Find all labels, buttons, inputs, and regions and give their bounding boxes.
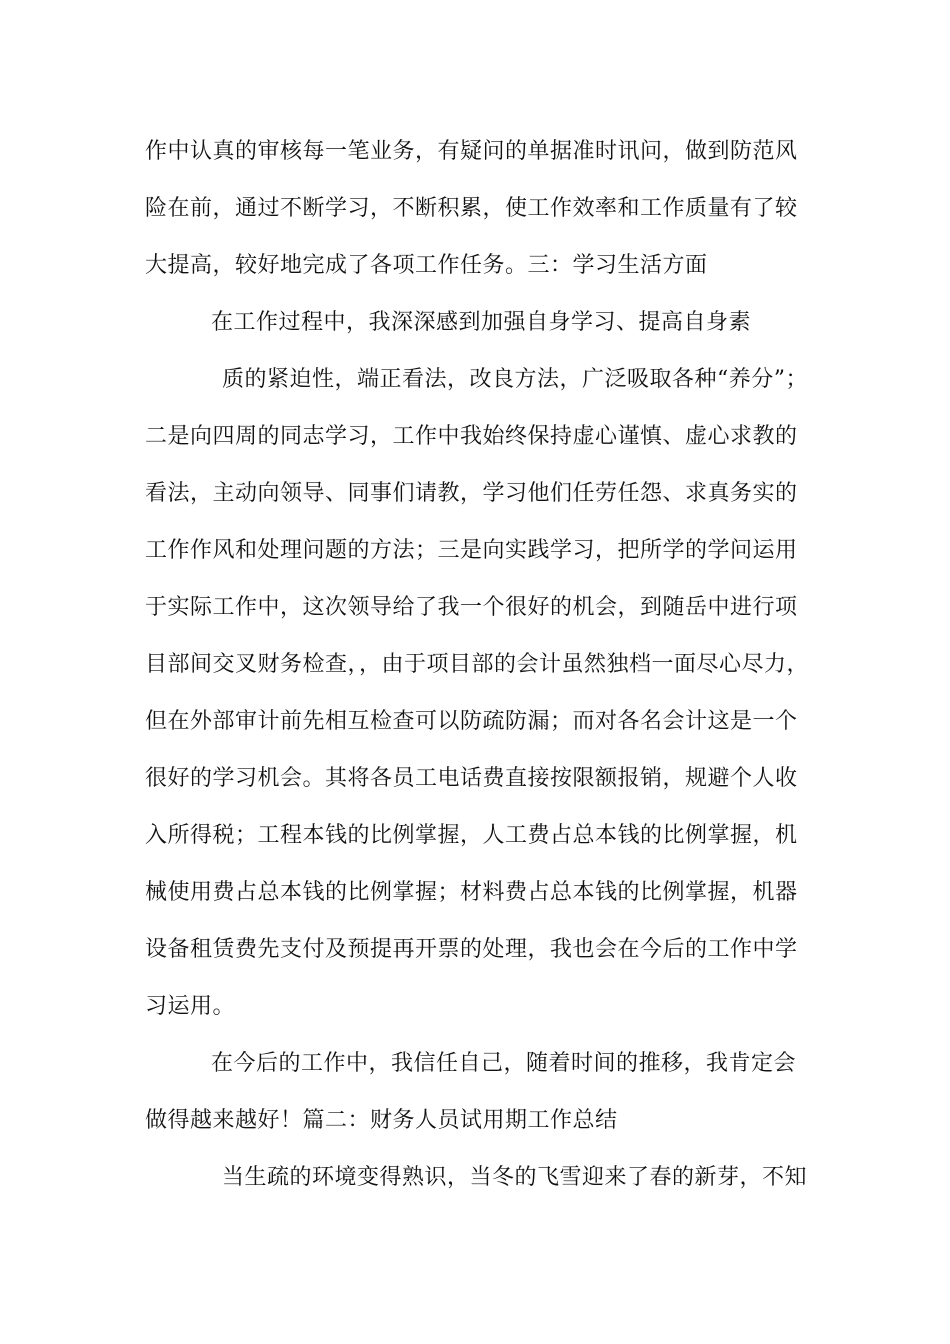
text-line: 看法，主动向领导、同事们请教，学习他们任劳任怨、求真务实的	[145, 481, 798, 506]
text-line: 于实际工作中，这次领导给了我一个很好的机会，到随岳中进行项	[145, 595, 798, 620]
text-line: 工作作风和处理问题的方法；三是向实践学习，把所学的学问运用	[145, 538, 798, 563]
text-line: 做得越来越好！篇二：财务人员试用期工作总结	[145, 1108, 618, 1133]
text-line: 械使用费占总本钱的比例掌握；材料费占总本钱的比例掌握，机器	[145, 880, 798, 905]
text-line: 大提高，较好地完成了各项工作任务。三：学习生活方面	[145, 253, 708, 278]
text-line: 但在外部审计前先相互检查可以防疏防漏；而对各名会计这是一个	[145, 709, 798, 734]
text-line: 质的紧迫性，端正看法，改良方法，广泛吸取各种“养分”；	[222, 367, 808, 392]
text-line: 在工作过程中，我深深感到加强自身学习、提高自身素	[211, 310, 752, 335]
text-line: 习运用。	[145, 994, 236, 1019]
text-line: 当生疏的环境变得熟识，当冬的飞雪迎来了春的新芽，不知	[222, 1165, 808, 1190]
text-line: 目部间交叉财务检查，，由于项目部的会计虽然独档一面尽心尽力，	[145, 652, 810, 677]
text-line: 险在前，通过不断学习，不断积累，使工作效率和工作质量有了较	[145, 196, 798, 221]
text-line: 二是向四周的同志学习，工作中我始终保持虚心谨慎、虚心求教的	[145, 424, 798, 449]
text-line: 入所得税；工程本钱的比例掌握，人工费占总本钱的比例掌握，机	[145, 823, 798, 848]
text-line: 设备租赁费先支付及预提再开票的处理，我也会在今后的工作中学	[145, 937, 798, 962]
text-line: 在今后的工作中，我信任自己，随着时间的推移，我肯定会	[211, 1051, 797, 1076]
text-line: 作中认真的审核每一笔业务，有疑问的单据准时讯问，做到防范风	[145, 139, 798, 164]
text-line: 很好的学习机会。其将各员工电话费直接按限额报销，规避个人收	[145, 766, 798, 791]
